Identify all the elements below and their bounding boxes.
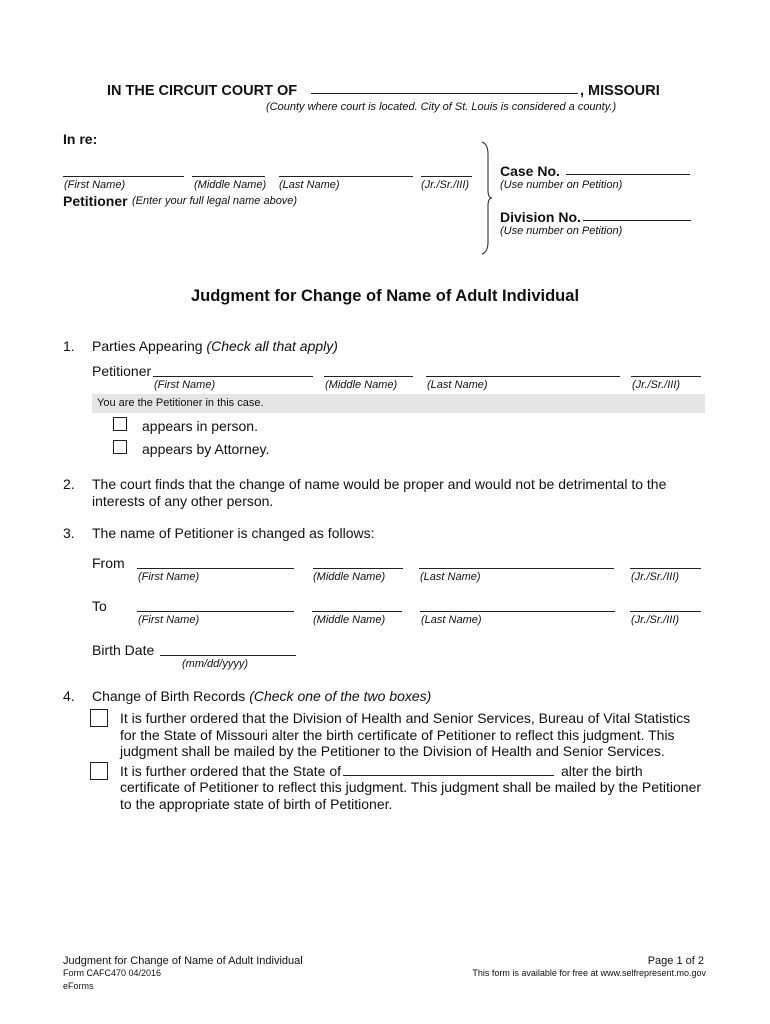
option2-line2: certificate of Petitioner to reflect this judgment. This judgment shall be mailed by the Petitioner <box>120 779 702 795</box>
s1-first-name-label: (First Name) <box>154 379 216 391</box>
appears-in-person-label: appears in person. <box>142 418 258 434</box>
from-last-name-label: (Last Name) <box>420 571 481 583</box>
caption-suffix-field[interactable] <box>421 176 472 177</box>
section4-number: 4. <box>63 688 75 704</box>
section2-line1: The court finds that the change of name would be proper and would not be detrimental to the <box>92 476 667 492</box>
to-last-name-label: (Last Name) <box>421 614 482 626</box>
from-first-name-field[interactable] <box>137 568 294 569</box>
caption-first-name-label: (First Name) <box>64 179 126 191</box>
caption-petitioner-note: (Enter your full legal name above) <box>132 195 298 207</box>
to-middle-name-field[interactable] <box>312 611 402 612</box>
birth-date-note: (mm/dd/yyyy) <box>182 658 248 670</box>
footer-page-number: Page 1 of 2 <box>647 955 704 967</box>
from-suffix-field[interactable] <box>630 568 701 569</box>
s1-first-name-field[interactable] <box>153 376 313 377</box>
section4-heading-text: Change of Birth Records <box>92 688 246 704</box>
from-last-name-field[interactable] <box>419 568 614 569</box>
from-middle-name-field[interactable] <box>313 568 403 569</box>
case-no-field[interactable] <box>566 174 690 175</box>
county-field[interactable] <box>311 93 578 94</box>
to-middle-name-label: (Middle Name) <box>313 614 386 626</box>
option1-line3: judgment shall be mailed by the Petitioner to the Division of Health and Senior Services. <box>120 743 665 759</box>
section1-number: 1. <box>63 338 75 354</box>
footer-form-title: Judgment for Change of Name of Adult Individual <box>63 955 303 967</box>
option2-suffix: alter the birth <box>561 763 643 779</box>
option1-line1: It is further ordered that the Division of Health and Senior Services, Bureau of Vital Statistics <box>120 710 691 726</box>
section2-line2: interests of any other person. <box>92 493 274 509</box>
birth-state-field[interactable] <box>343 775 554 776</box>
caption-brace-icon <box>478 140 494 256</box>
caption-suffix-label: (Jr./Sr./III) <box>421 179 470 191</box>
petitioner-hint: You are the Petitioner in this case. <box>97 397 264 409</box>
other-state-birth-record-checkbox[interactable] <box>90 762 108 780</box>
to-suffix-field[interactable] <box>630 611 701 612</box>
section4-heading <box>92 688 431 704</box>
case-no-note: (Use number on Petition) <box>500 179 623 191</box>
caption-first-name-field[interactable] <box>63 176 184 177</box>
from-first-name-label: (First Name) <box>138 571 200 583</box>
s1-last-name-field[interactable] <box>426 376 620 377</box>
court-heading-prefix: IN THE CIRCUIT COURT OF <box>107 83 298 99</box>
s1-suffix-label: (Jr./Sr./III) <box>632 379 681 391</box>
caption-middle-name-field[interactable] <box>192 176 265 177</box>
s1-last-name-label: (Last Name) <box>427 379 488 391</box>
s1-suffix-field[interactable] <box>631 376 701 377</box>
in-re-label: In re: <box>63 131 98 147</box>
footer-free-note: This form is available for free at www.selfrepresent.mo.gov <box>472 968 706 978</box>
appears-by-attorney-checkbox[interactable] <box>113 440 127 454</box>
appears-by-attorney-label: appears by Attorney. <box>142 441 270 457</box>
to-label: To <box>92 598 107 614</box>
from-middle-name-label: (Middle Name) <box>313 571 386 583</box>
to-suffix-label: (Jr./Sr./III) <box>631 614 680 626</box>
birth-date-field[interactable] <box>160 655 296 656</box>
to-first-name-field[interactable] <box>137 611 294 612</box>
page-title: Judgment for Change of Name of Adult Individual <box>190 287 580 305</box>
option1-text <box>120 710 690 760</box>
caption-middle-name-label: (Middle Name) <box>194 179 267 191</box>
caption-last-name-field[interactable] <box>279 176 413 177</box>
to-first-name-label: (First Name) <box>138 614 200 626</box>
from-suffix-label: (Jr./Sr./III) <box>631 571 680 583</box>
section1-heading <box>92 338 338 354</box>
s1-middle-name-field[interactable] <box>324 376 413 377</box>
option1-line2: for the State of Missouri alter the birth certificate of Petitioner to reflect this judgment. This <box>120 726 675 743</box>
section3-number: 3. <box>63 525 75 541</box>
section1-heading-text: Parties Appearing <box>92 338 203 354</box>
footer-form-number: Form CAFC470 04/2016 <box>63 968 162 978</box>
division-no-field[interactable] <box>583 220 691 221</box>
birth-date-label: Birth Date <box>92 642 155 658</box>
caption-petitioner-label: Petitioner <box>63 193 128 209</box>
county-note: (County where court is located. City of St. Louis is considered a county.) <box>266 101 617 113</box>
appears-in-person-checkbox[interactable] <box>113 417 127 431</box>
caption-last-name-label: (Last Name) <box>279 179 340 191</box>
missouri-birth-record-checkbox[interactable] <box>90 709 108 727</box>
division-no-label: Division No. <box>500 209 581 225</box>
section3-heading: The name of Petitioner is changed as follows: <box>92 525 375 541</box>
s1-middle-name-label: (Middle Name) <box>325 379 398 391</box>
section1-heading-note: (Check all that apply) <box>206 338 338 354</box>
section4-heading-note: (Check one of the two boxes) <box>249 688 432 704</box>
division-no-note: (Use number on Petition) <box>500 225 623 237</box>
section2-number: 2. <box>63 476 75 492</box>
option2-prefix: It is further ordered that the State of <box>120 763 342 779</box>
court-heading-suffix: , MISSOURI <box>580 83 660 99</box>
option2-line3: to the appropriate state of birth of Petitioner. <box>120 795 393 812</box>
footer-eforms: eForms <box>63 981 94 991</box>
section1-petitioner-label: Petitioner <box>92 363 152 379</box>
from-label: From <box>92 555 125 571</box>
to-last-name-field[interactable] <box>420 611 615 612</box>
option2-text <box>120 779 701 812</box>
case-no-label: Case No. <box>500 163 560 179</box>
